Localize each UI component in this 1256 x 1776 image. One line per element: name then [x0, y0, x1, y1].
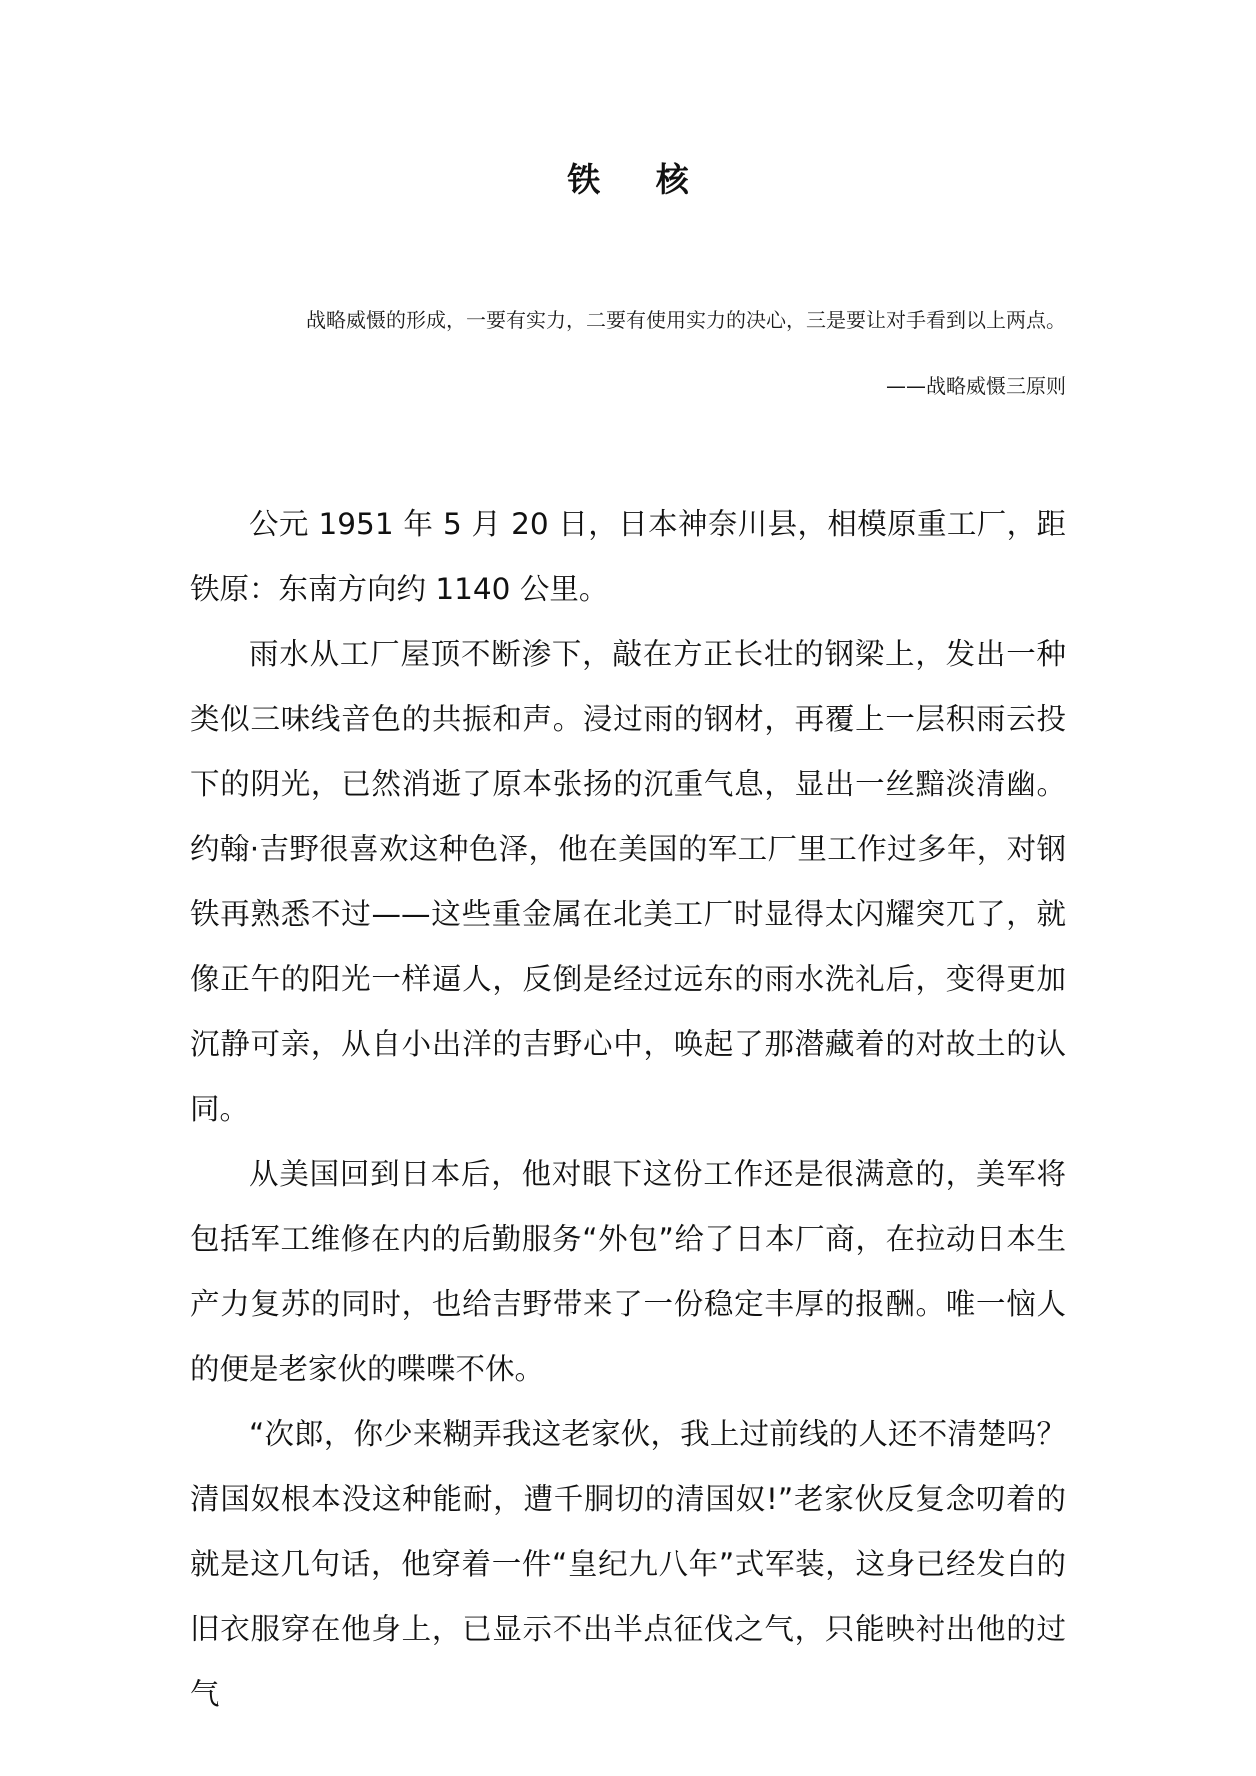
paragraph: “次郎，你少来糊弄我这老家伙，我上过前线的人还不清楚吗？清国奴根本没这种能耐，遭千胴切的清国奴!”老家伙反复念叨着的就是这几句话，他穿着一件“皇纪九八年”式军装，这身已经发白的旧衣服穿在他身上，已显示不出半点征伐之气，只能映衬出他的过气: [190, 1417, 1066, 1711]
epigraph-source: ——战略威慑三原则: [886, 374, 1066, 398]
page-title: 铁 核: [567, 160, 711, 199]
epigraph-quote: 战略威慑的形成，一要有实力，二要有使用实力的决心，三是要让对手看到以上两点。: [306, 308, 1066, 332]
paragraph: 公元 1951 年 5 月 20 日，日本神奈川县，相模原重工厂，距铁原：东南方向约 1140 公里。: [190, 507, 1066, 606]
paragraph: 从美国回到日本后，他对眼下这份工作还是很满意的，美军将包括军工维修在内的后勤服务“外包”给了日本厂商，在拉动日本生产力复苏的同时，也给吉野带来了一份稳定丰厚的报酬。唯一恼人的便是老家伙的喋喋不休。: [190, 1157, 1066, 1386]
body-text: [190, 492, 1066, 1727]
paragraph: 雨水从工厂屋顶不断渗下，敲在方正长壮的钢梁上，发出一种类似三味线音色的共振和声。浸过雨的钢材，再覆上一层积雨云投下的阴光，已然消逝了原本张扬的沉重气息，显出一丝黯淡清幽。约翰·吉野很喜欢这种色泽，他在美国的军工厂里工作过多年，对钢铁再熟悉不过——这些重金属在北美工厂时显得太闪耀突兀了，就像正午的阳光一样逼人，反倒是经过远东的雨水洗礼后，变得更加沉静可亲，从自小出洋的吉野心中，唤起了那潜藏着的对故土的认同。: [190, 637, 1066, 1126]
